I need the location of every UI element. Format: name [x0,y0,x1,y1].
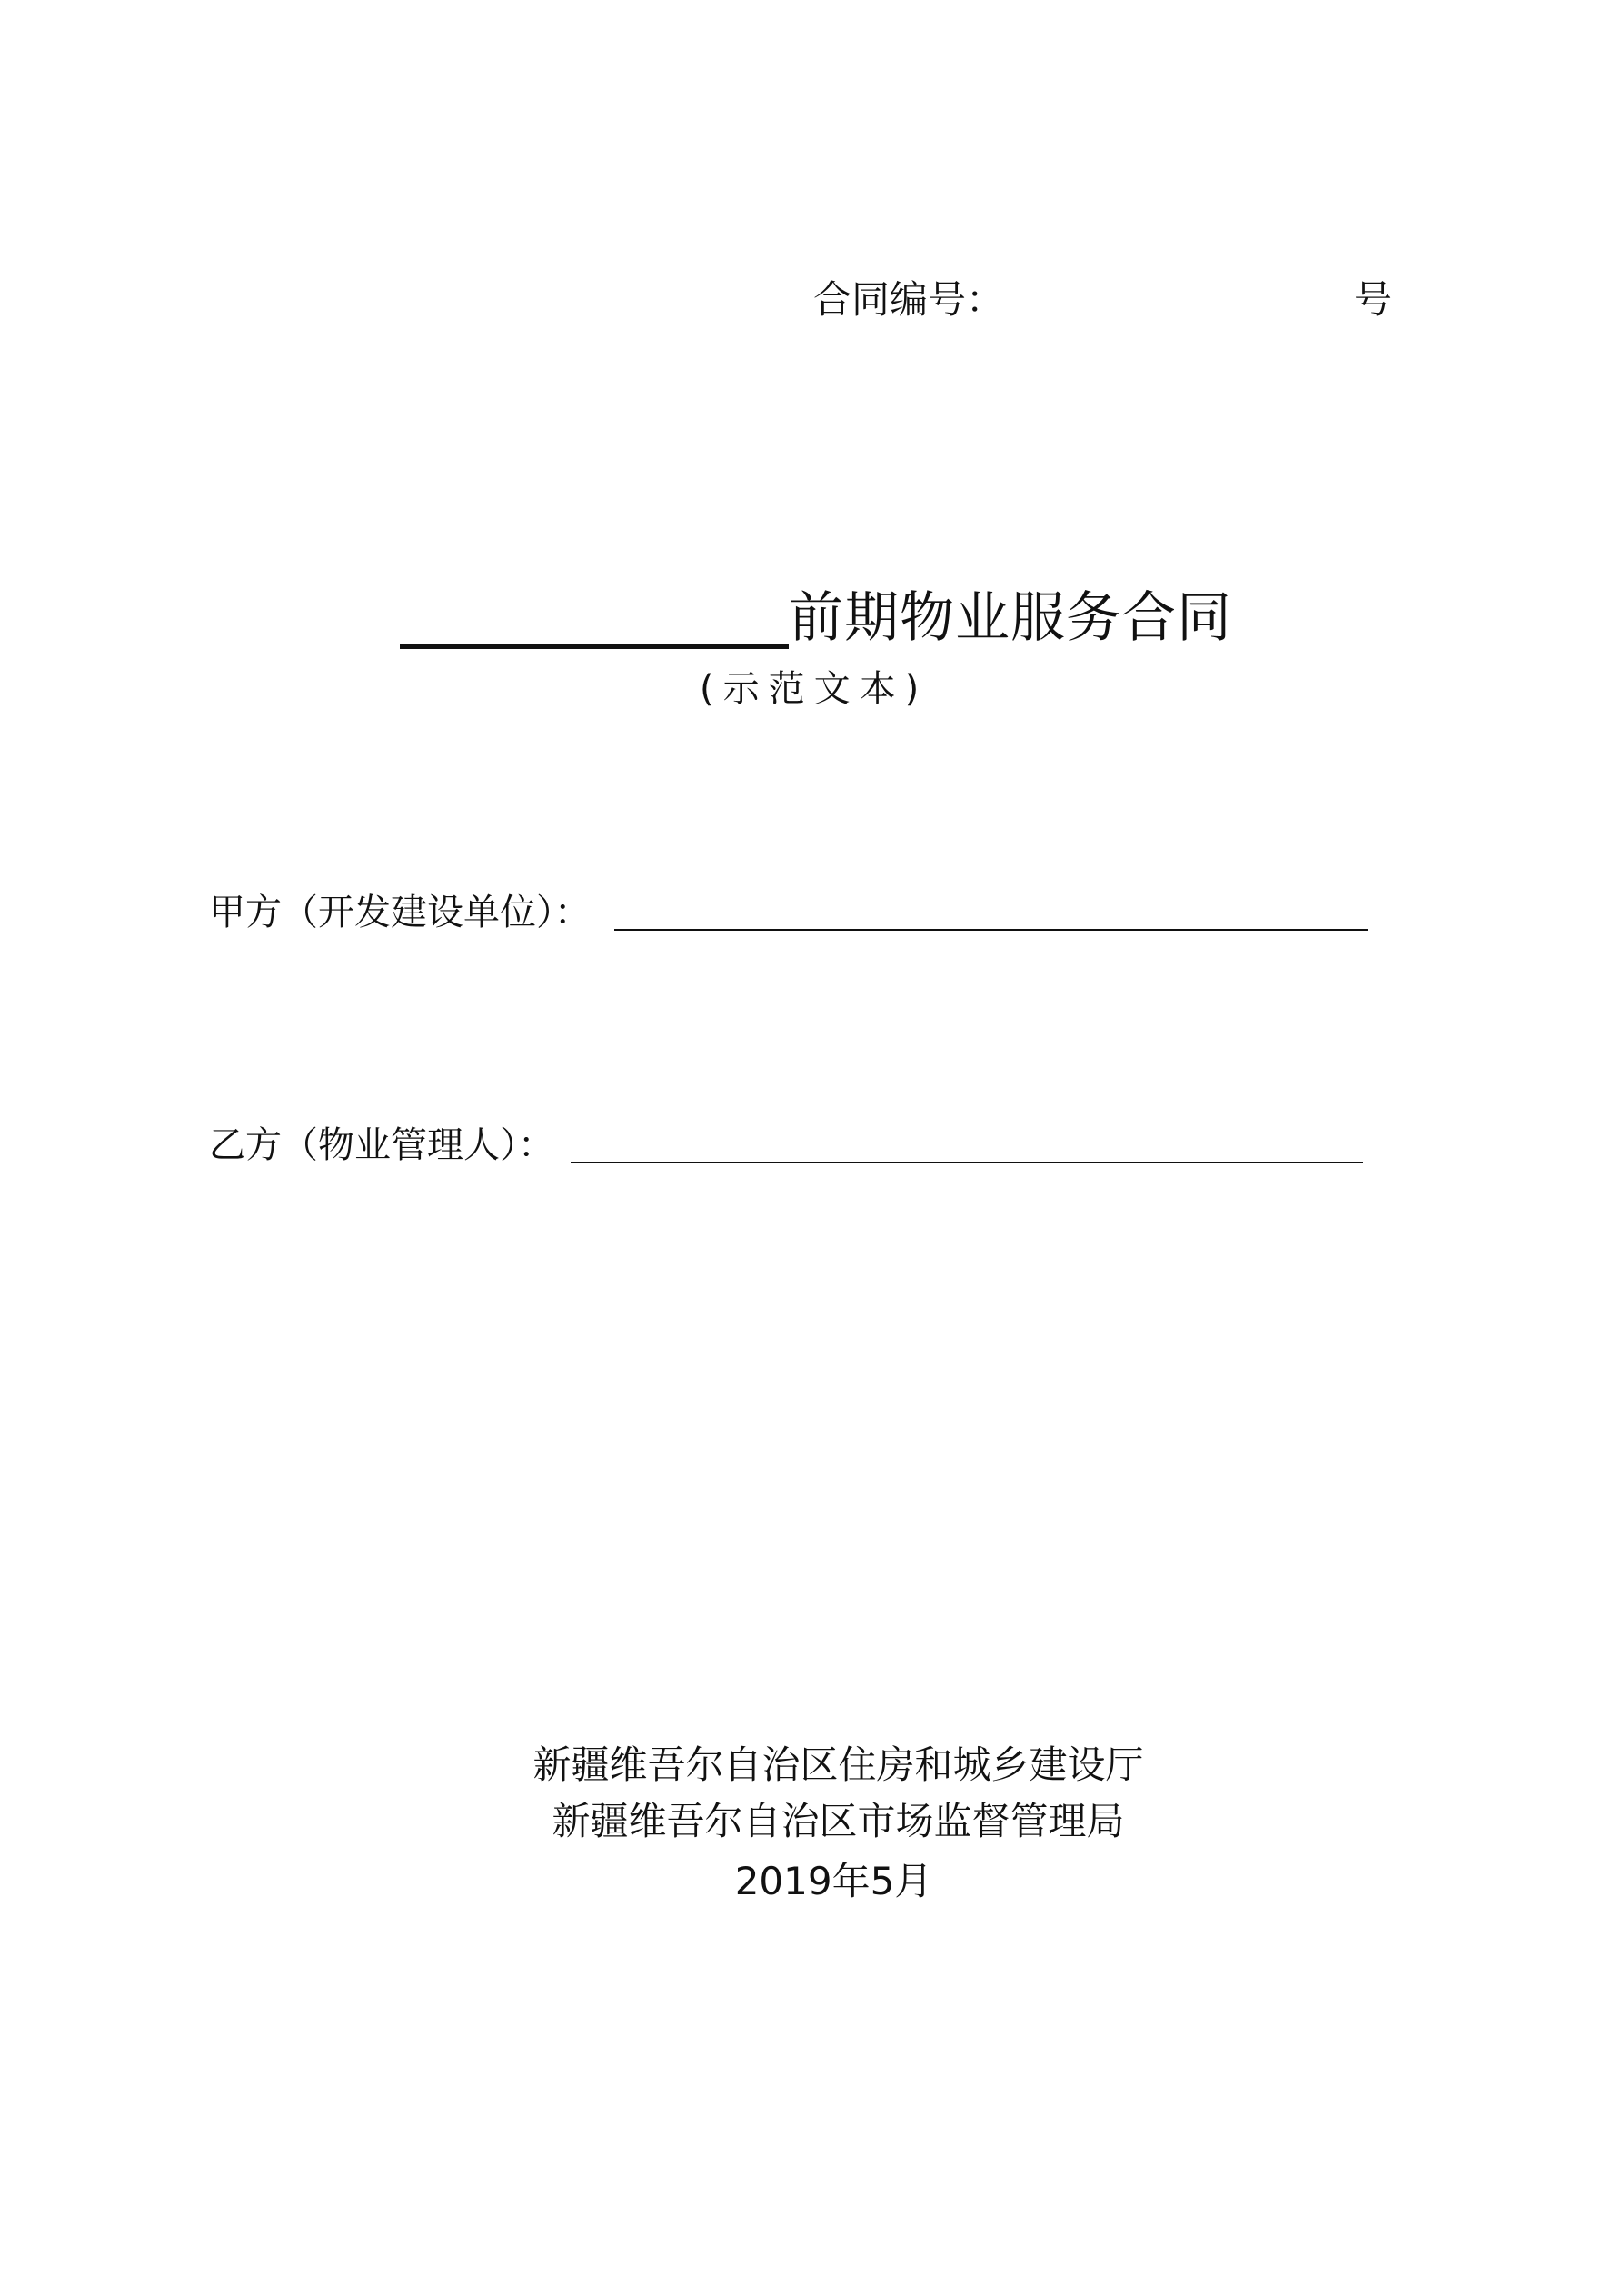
issuer-housing-department: 新疆维吾尔自治区住房和城乡建设厅 [532,1742,1144,1787]
party-b-blank-line [571,1162,1363,1163]
document-title: 前期物业服务合同 [789,586,1232,650]
party-b-label: 乙方（物业管理人）： [209,1124,554,1166]
party-b-row [209,1116,1363,1171]
title-blank-line [400,644,789,649]
contract-number-label: 合同编号： [813,277,1005,322]
contract-number-suffix: 号 [1354,277,1393,322]
party-a-label: 甲方（开发建设单位）： [209,892,591,933]
title-row [400,582,1232,654]
issue-date: 2019年5月 [734,1859,933,1903]
party-a-blank-line [614,929,1368,931]
issuer-market-regulation-bureau: 新疆维吾尔自治区市场监督管理局 [552,1799,1125,1843]
document-subtitle: (示范文本) [700,668,929,710]
party-a-row [209,883,1368,938]
